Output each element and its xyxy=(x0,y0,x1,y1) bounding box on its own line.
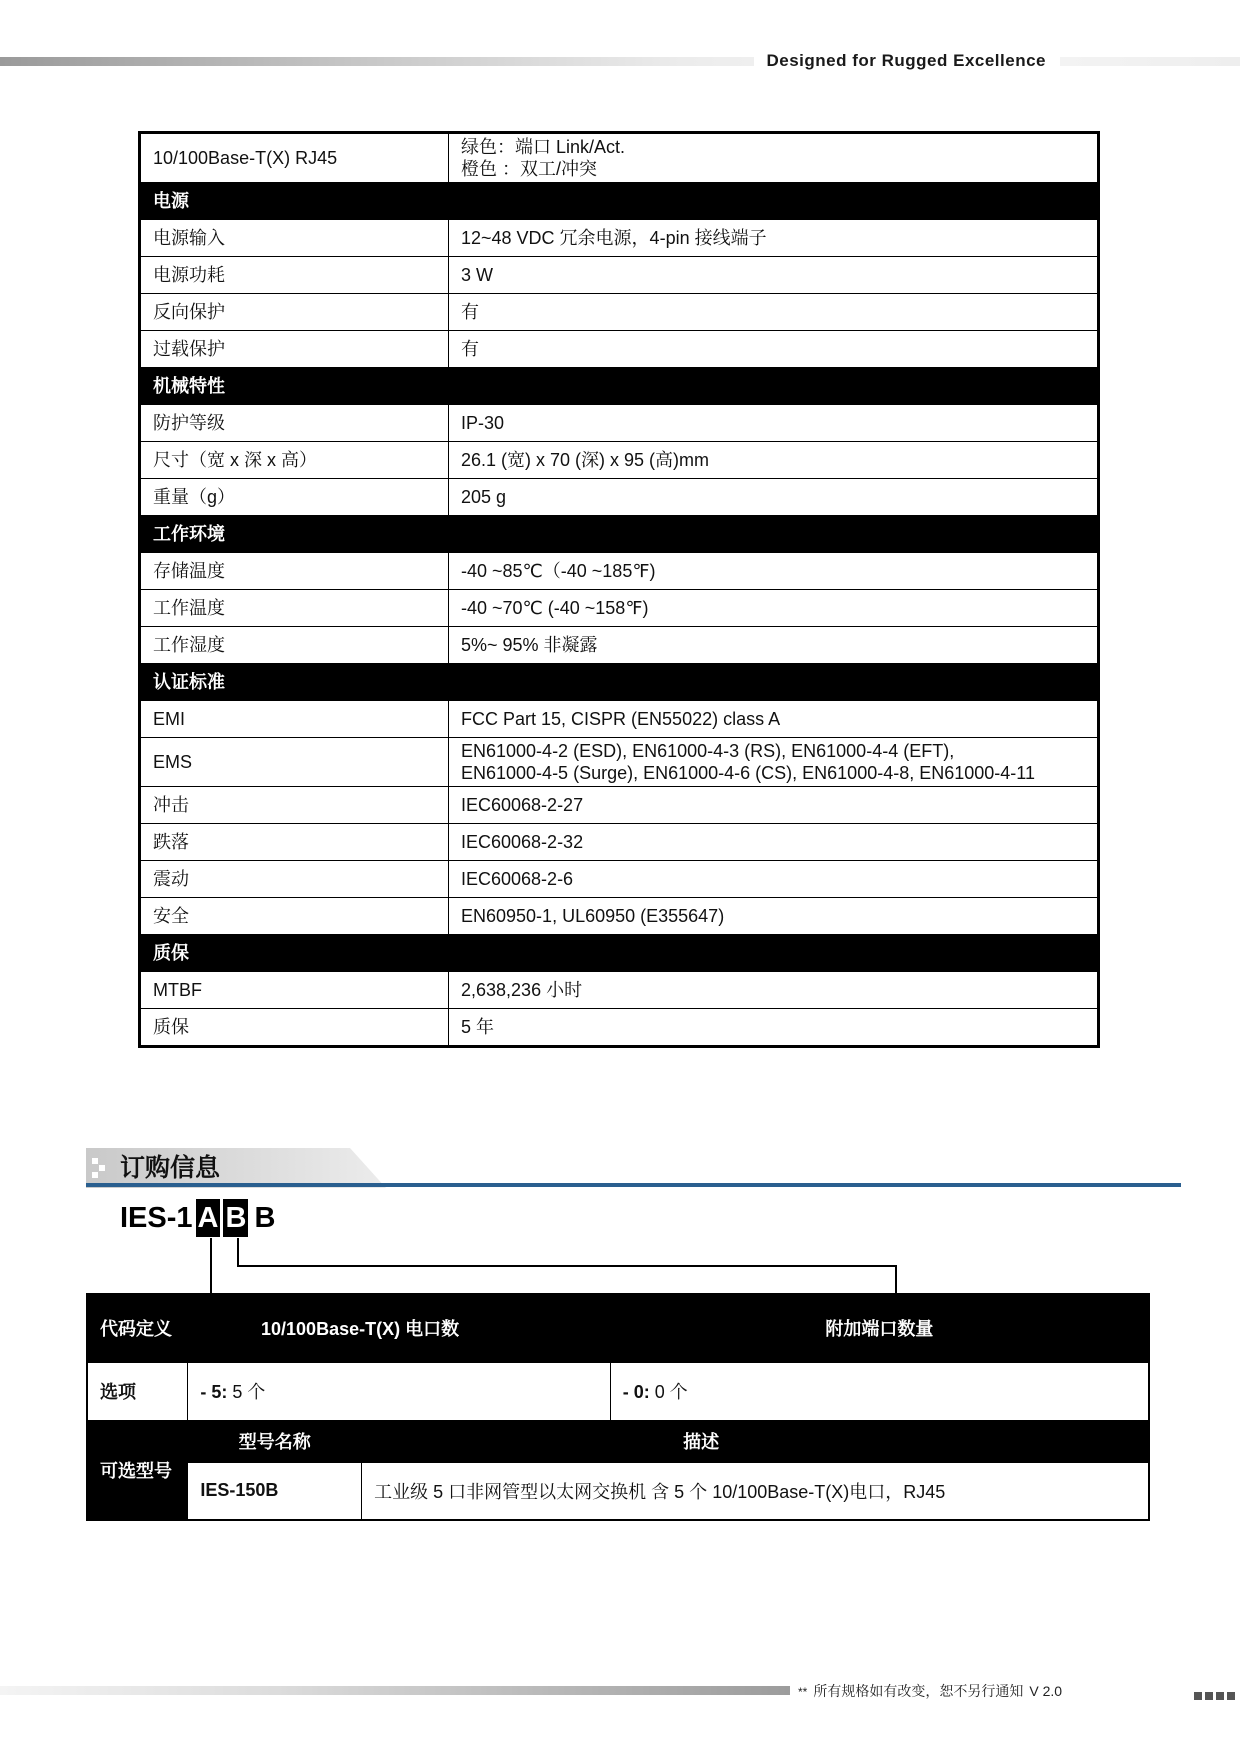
spec-section-title: 认证标准 xyxy=(140,664,1099,701)
spec-value: IP-30 xyxy=(449,405,1099,442)
option-b xyxy=(610,1362,1149,1420)
ordering-title: 订购信息 xyxy=(120,1154,221,1182)
footer-stars: ** xyxy=(798,1685,808,1699)
spec-section-row xyxy=(140,368,1099,405)
spec-value-line: 绿色：端口 Link/Act. xyxy=(461,137,626,157)
spec-label: 安全 xyxy=(140,898,449,935)
section-bullet-icon xyxy=(92,1158,108,1178)
options-row xyxy=(87,1362,1149,1420)
connector-b-horizontal xyxy=(237,1265,897,1267)
option-b-text: 0 个 xyxy=(654,1382,688,1402)
spec-value: FCC Part 15, CISPR (EN55022) class A xyxy=(449,701,1099,738)
code-b-suffix: B xyxy=(254,1202,276,1234)
spec-section-title: 电源 xyxy=(140,183,1099,220)
spec-value: 5%~ 95% 非凝露 xyxy=(449,627,1099,664)
spec-row xyxy=(140,331,1099,368)
option-b-code: - 0: xyxy=(622,1382,650,1402)
spec-label: 冲击 xyxy=(140,787,449,824)
spec-section-row xyxy=(140,935,1099,972)
model-prefix: IES-1 xyxy=(120,1202,193,1234)
model-row xyxy=(87,1462,1149,1520)
spec-value: 3 W xyxy=(449,257,1099,294)
spec-row xyxy=(140,405,1099,442)
model-desc: 工业级 5 口非网管型以太网交换机 含 5 个 10/100Base-T(X)电口，RJ45 xyxy=(362,1462,1149,1520)
spec-row xyxy=(140,479,1099,516)
spec-section-row xyxy=(140,516,1099,553)
spec-row xyxy=(140,898,1099,935)
spec-label: EMI xyxy=(140,701,449,738)
spec-value: 有 xyxy=(449,294,1099,331)
spec-row xyxy=(140,824,1099,861)
spec-row xyxy=(140,220,1099,257)
column-a-header: 10/100Base-T(X) 电口数 xyxy=(188,1294,610,1362)
spec-value: 26.1 (宽) x 70 (深) x 95 (高)mm xyxy=(449,442,1099,479)
ordering-header-row xyxy=(87,1294,1149,1362)
spec-label: 防护等级 xyxy=(140,405,449,442)
spec-value: 2,638,236 小时 xyxy=(449,972,1099,1009)
spec-value: IEC60068-2-6 xyxy=(449,861,1099,898)
spec-row xyxy=(140,553,1099,590)
spec-row xyxy=(140,133,1099,183)
spec-section-row xyxy=(140,183,1099,220)
spec-label: 工作温度 xyxy=(140,590,449,627)
spec-value xyxy=(449,738,1099,787)
spec-section-row xyxy=(140,664,1099,701)
spec-label: 跌落 xyxy=(140,824,449,861)
models-label: 可选型号 xyxy=(87,1420,188,1520)
spec-label: 尺寸（宽 x 深 x 高） xyxy=(140,442,449,479)
spec-label: EMS xyxy=(140,738,449,787)
spec-label: 质保 xyxy=(140,1009,449,1047)
spec-value: 5 年 xyxy=(449,1009,1099,1047)
connector-a-vertical xyxy=(210,1238,212,1294)
spec-value xyxy=(449,133,1099,183)
spec-label: 工作湿度 xyxy=(140,627,449,664)
footer-disclaimer: 所有规格如有改变，恕不另行通知 xyxy=(813,1685,1024,1700)
spec-row xyxy=(140,257,1099,294)
footer-note xyxy=(798,1682,1062,1702)
spec-value: 有 xyxy=(449,331,1099,368)
connector-b-vertical xyxy=(237,1238,239,1266)
option-a-code: - 5: xyxy=(200,1382,228,1402)
footer-squares-icon xyxy=(1194,1687,1238,1695)
spec-label: 10/100Base-T(X) RJ45 xyxy=(140,133,449,183)
model-name: IES-150B xyxy=(188,1462,362,1520)
code-definition-label: 代码定义 xyxy=(87,1294,188,1362)
model-name-header: 型号名称 xyxy=(188,1420,362,1462)
spec-row xyxy=(140,972,1099,1009)
spec-label: 电源输入 xyxy=(140,220,449,257)
spec-value-line: EN61000-4-2 (ESD), EN61000-4-3 (RS), EN61000-4-4 (EFT), xyxy=(461,741,955,761)
spec-value: IEC60068-2-27 xyxy=(449,787,1099,824)
spec-table xyxy=(138,131,1100,1048)
spec-label: 反向保护 xyxy=(140,294,449,331)
spec-row xyxy=(140,701,1099,738)
spec-value: 205 g xyxy=(449,479,1099,516)
footer-version: V 2.0 xyxy=(1029,1683,1063,1699)
options-label: 选项 xyxy=(87,1362,188,1420)
spec-value: EN60950-1, UL60950 (E355647) xyxy=(449,898,1099,935)
spec-row xyxy=(140,738,1099,787)
spec-row xyxy=(140,294,1099,331)
option-a xyxy=(188,1362,610,1420)
spec-value: 12~48 VDC 冗余电源，4-pin 接线端子 xyxy=(449,220,1099,257)
spec-row xyxy=(140,787,1099,824)
spec-label: 电源功耗 xyxy=(140,257,449,294)
spec-label: MTBF xyxy=(140,972,449,1009)
code-a-box: A xyxy=(196,1199,221,1237)
code-b-box: B xyxy=(223,1199,248,1237)
spec-section-title: 工作环境 xyxy=(140,516,1099,553)
spec-row xyxy=(140,442,1099,479)
spec-row xyxy=(140,1009,1099,1047)
spec-label: 存储温度 xyxy=(140,553,449,590)
model-code xyxy=(120,1198,275,1238)
spec-value: -40 ~70℃ (-40 ~158℉) xyxy=(449,590,1099,627)
models-header-row xyxy=(87,1420,1149,1462)
option-a-text: 5 个 xyxy=(232,1382,266,1402)
spec-value: -40 ~85℃（-40 ~185℉) xyxy=(449,553,1099,590)
spec-label: 震动 xyxy=(140,861,449,898)
model-desc-header: 描述 xyxy=(362,1420,1149,1462)
spec-label: 过载保护 xyxy=(140,331,449,368)
spec-row xyxy=(140,590,1099,627)
ordering-rule xyxy=(86,1183,1181,1187)
ordering-table xyxy=(86,1293,1150,1521)
connector-b-drop xyxy=(895,1265,897,1294)
footer-rule xyxy=(0,1686,790,1695)
spec-row xyxy=(140,627,1099,664)
spec-value-line: 橙色 ：双工/冲突 xyxy=(461,159,598,179)
spec-value-line: EN61000-4-5 (Surge), EN61000-4-6 (CS), EN61000-4-8, EN61000-4-11 xyxy=(461,763,1035,783)
column-b-header: 附加端口数量 xyxy=(610,1294,1149,1362)
header-tagline: Designed for Rugged Excellence xyxy=(754,50,1060,72)
spec-section-title: 质保 xyxy=(140,935,1099,972)
spec-section-title: 机械特性 xyxy=(140,368,1099,405)
spec-row xyxy=(140,861,1099,898)
spec-value: IEC60068-2-32 xyxy=(449,824,1099,861)
spec-label: 重量（g） xyxy=(140,479,449,516)
